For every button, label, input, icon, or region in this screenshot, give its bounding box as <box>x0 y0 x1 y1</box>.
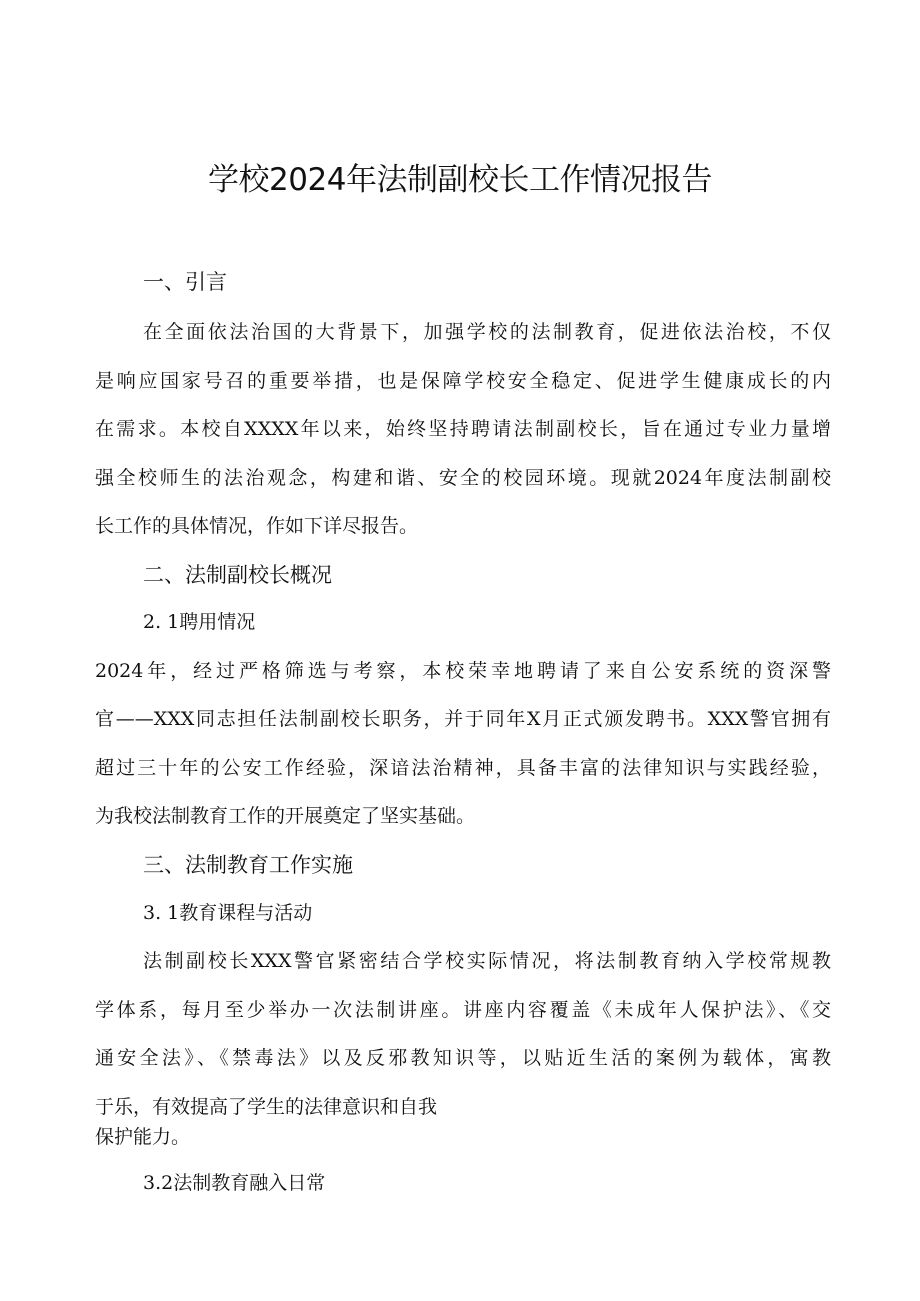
document-title: 学校2024年法制副校长工作情况报告 <box>208 162 712 198</box>
paragraph-line: 是响应国家号召的重要举措，也是保障学校安全稳定、促进学生健康成长的内 <box>95 370 831 392</box>
section-heading-overview: 二、法制副校长概况 <box>143 563 332 587</box>
section-heading-implementation: 三、法制教育工作实施 <box>143 853 353 877</box>
subsection-heading-hiring: 2. 1聘用情况 <box>143 611 256 633</box>
section-heading-introduction: 一、引言 <box>143 270 227 294</box>
paragraph-line: 在全面依法治国的大背景下，加强学校的法制教育，促进依法治校，不仅 <box>143 321 831 343</box>
paragraph-line: 通安全法》、《禁毒法》以及反邪教知识等，以贴近生活的案例为载体，寓教 <box>95 1047 831 1069</box>
subsection-heading-daily: 3.2法制教育融入日常 <box>143 1172 326 1194</box>
paragraph-line: 于乐，有效提高了学生的法律意识和自我 <box>95 1096 438 1118</box>
paragraph-line: 为我校法制教育工作的开展奠定了坚实基础。 <box>95 805 476 827</box>
subsection-heading-courses: 3. 1教育课程与活动 <box>143 902 313 924</box>
paragraph-line: 学体系，每月至少举办一次法制讲座。讲座内容覆盖《未成年人保护法》、《交 <box>95 999 831 1021</box>
paragraph-line: 2024年，经过严格筛选与考察，本校荣幸地聘请了来自公安系统的资深警 <box>95 660 831 682</box>
paragraph-line: 长工作的具体情况，作如下详尽报告。 <box>95 515 419 537</box>
paragraph-line: 法制副校长XXX警官紧密结合学校实际情况，将法制教育纳入学校常规教 <box>143 950 831 972</box>
paragraph-line: 超过三十年的公安工作经验，深谙法治精神，具备丰富的法律知识与实践经验， <box>95 757 831 779</box>
paragraph-line: 官——XXX同志担任法制副校长职务，并于同年X月正式颁发聘书。XXX警官拥有 <box>95 708 831 730</box>
paragraph-line: 保护能力。 <box>95 1126 191 1148</box>
paragraph-line: 在需求。本校自XXXX年以来，始终坚持聘请法制副校长，旨在通过专业力量增 <box>95 418 831 440</box>
paragraph-line: 强全校师生的法治观念，构建和谐、安全的校园环境。现就2024年度法制副校 <box>95 467 831 489</box>
